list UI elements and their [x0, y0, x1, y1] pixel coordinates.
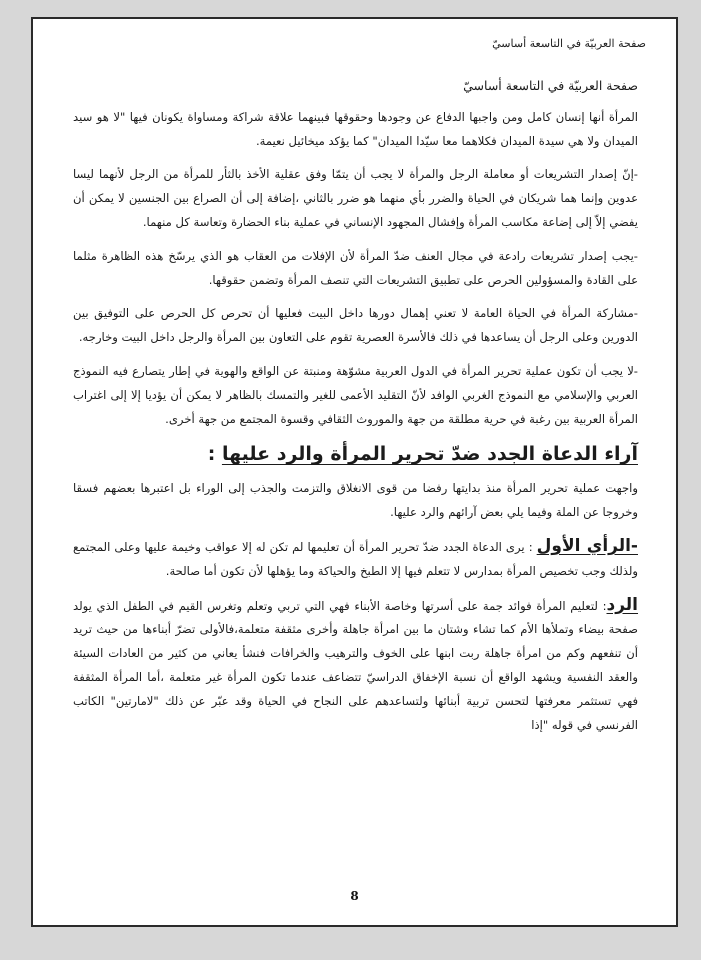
opinion-label: -الرأي الأول	[536, 535, 638, 556]
subtitle: صفحة العربيّة في التاسعة أساسيّ	[463, 78, 638, 93]
paragraph: -لا يجب أن تكون عملية تحرير المرأة في الدول العربية مشوّهة ومنبتة عن الواقع والهوية في إطار يتصارع فيه النموذج العربي والإسلامي مع النموذج الغربي الوافد لأنّ التقليد الأعمى للغير والتمسك بالظاهر لا يمكن أن يؤديا إلا إلى اغتراب المرأة العربية بين رغبة في حرية مطلقة من جهة والموروث الثقافي وقسوة المجتمع من جهة أخرى.	[73, 363, 638, 426]
reply-label: الرد	[606, 594, 639, 615]
opinion-separator: :	[524, 539, 537, 554]
paragraph: المرأة أنها إنسان كامل ومن واجبها الدفاع عن وجودها وحقوقها فبينهما علاقة شراكة ومساواة يكونان فيها "لا هو سيد الميدان ولا هي سيدة الميدان فكلاهما معا سيّدا الميدان" كما يؤكد ميخائيل نعيمة.	[73, 109, 638, 148]
reply-separator: :	[597, 598, 607, 613]
section-title-colon: :	[207, 443, 216, 466]
page-number: 8	[350, 889, 359, 903]
intro-paragraph: واجهت عملية تحرير المرأة منذ بدايتها رفضا من قوى الانغلاق والتزمت والجذب إلى الوراء بل اعتبرها بعضهم فسقا وخروجا عن الملة وفيما يلي بعض آرائهم والرد عليها.	[73, 481, 638, 520]
page-content	[73, 74, 638, 747]
page-header: صفحة العربيّة في التاسعة أساسيّ	[492, 37, 646, 50]
reply-text: لتعليم المرأة فوائد جمة على أسرتها وخاصة الأبناء فهي التي تربي وتعلم وتغرس القيم في الطفل الذي يولد صفحة بيضاء وتملأها الأم كما تشاء وشتان ما بين امرأة جاهلة وأخرى مثقفة متعلمة،فالأولى تضرّ أبناءها من حيث تريد أن تنفعهم وكم من امرأة جاهلة ربت ابنها على الخوف والترهيب والخرافات فنشأ يعاني من كثير من العادات السيئة والعقد النفسية ويشهد الواقع أن نسبة الإخفاق الدراسيّ تتضاعف عندما تكون المرأة غير متعلمة ،أما المرأة المثقفة فهي تستثمر معرفتها لتحسن تربية أبنائها ولتساعدهم على النجاح في الحياة وقد عبّر عن ذلك "لامارتين" الكاتب الفرنسي في قوله "إذا	[73, 598, 638, 732]
reply-paragraph	[73, 594, 638, 738]
opinion-paragraph	[73, 535, 638, 584]
section-title	[73, 441, 638, 467]
paragraph: -إنّ إصدار التشريعات أو معاملة الرجل والمرأة لا يجب أن يتمّا وفق عقلية الأخذ بالثأر للمرأة من الرجل لأنهما ليسا عدوين وإنما هما شريكان في الحياة والضرر بأي منهما هو ضرر بالثاني ،إضافة إلى أن الصراع بين الجنسين لا يمكن أن يفضي إلاّ إلى إضاعة مكاسب المرأة وإفشال المجهود الإنساني في عملية بناء الحضارة وتعاسة كل منهما.	[73, 167, 638, 229]
document-page	[31, 17, 678, 927]
paragraph: -يجب إصدار تشريعات رادعة في مجال العنف ضدّ المرأة لأن الإفلات من العقاب هو الذي يرسّخ هذه الظاهرة مثلما على القادة والمسؤولين الحرص على تطبيق التشريعات التي تنصف المرأة وتضمن حقوقها.	[73, 248, 638, 287]
section-title-text: آراء الدعاة الجدد ضدّ تحرير المرأة والرد عليها	[221, 443, 638, 466]
paragraph: -مشاركة المرأة في الحياة العامة لا تعني إهمال دورها داخل البيت فعليها أن تحرص كل الحرص على التوفيق بين الدورين وعلى الرجل أن يساعدها في ذلك فالأسرة العصرية تقوم على التعاون بين المرأة والرجل داخل البيت وخارجه.	[73, 306, 638, 345]
opinion-text: يرى الدعاة الجدد ضدّ تحرير المرأة أن تعليمها لم تكن له إلا عواقب وخيمة عليها وعلى المجتمع ولذلك وجب تخصيص المرأة بمدارس لا تتعلم فيها إلا الطبخ والحياكة وما يؤهلها لأن تكون أما صالحة.	[73, 539, 638, 578]
